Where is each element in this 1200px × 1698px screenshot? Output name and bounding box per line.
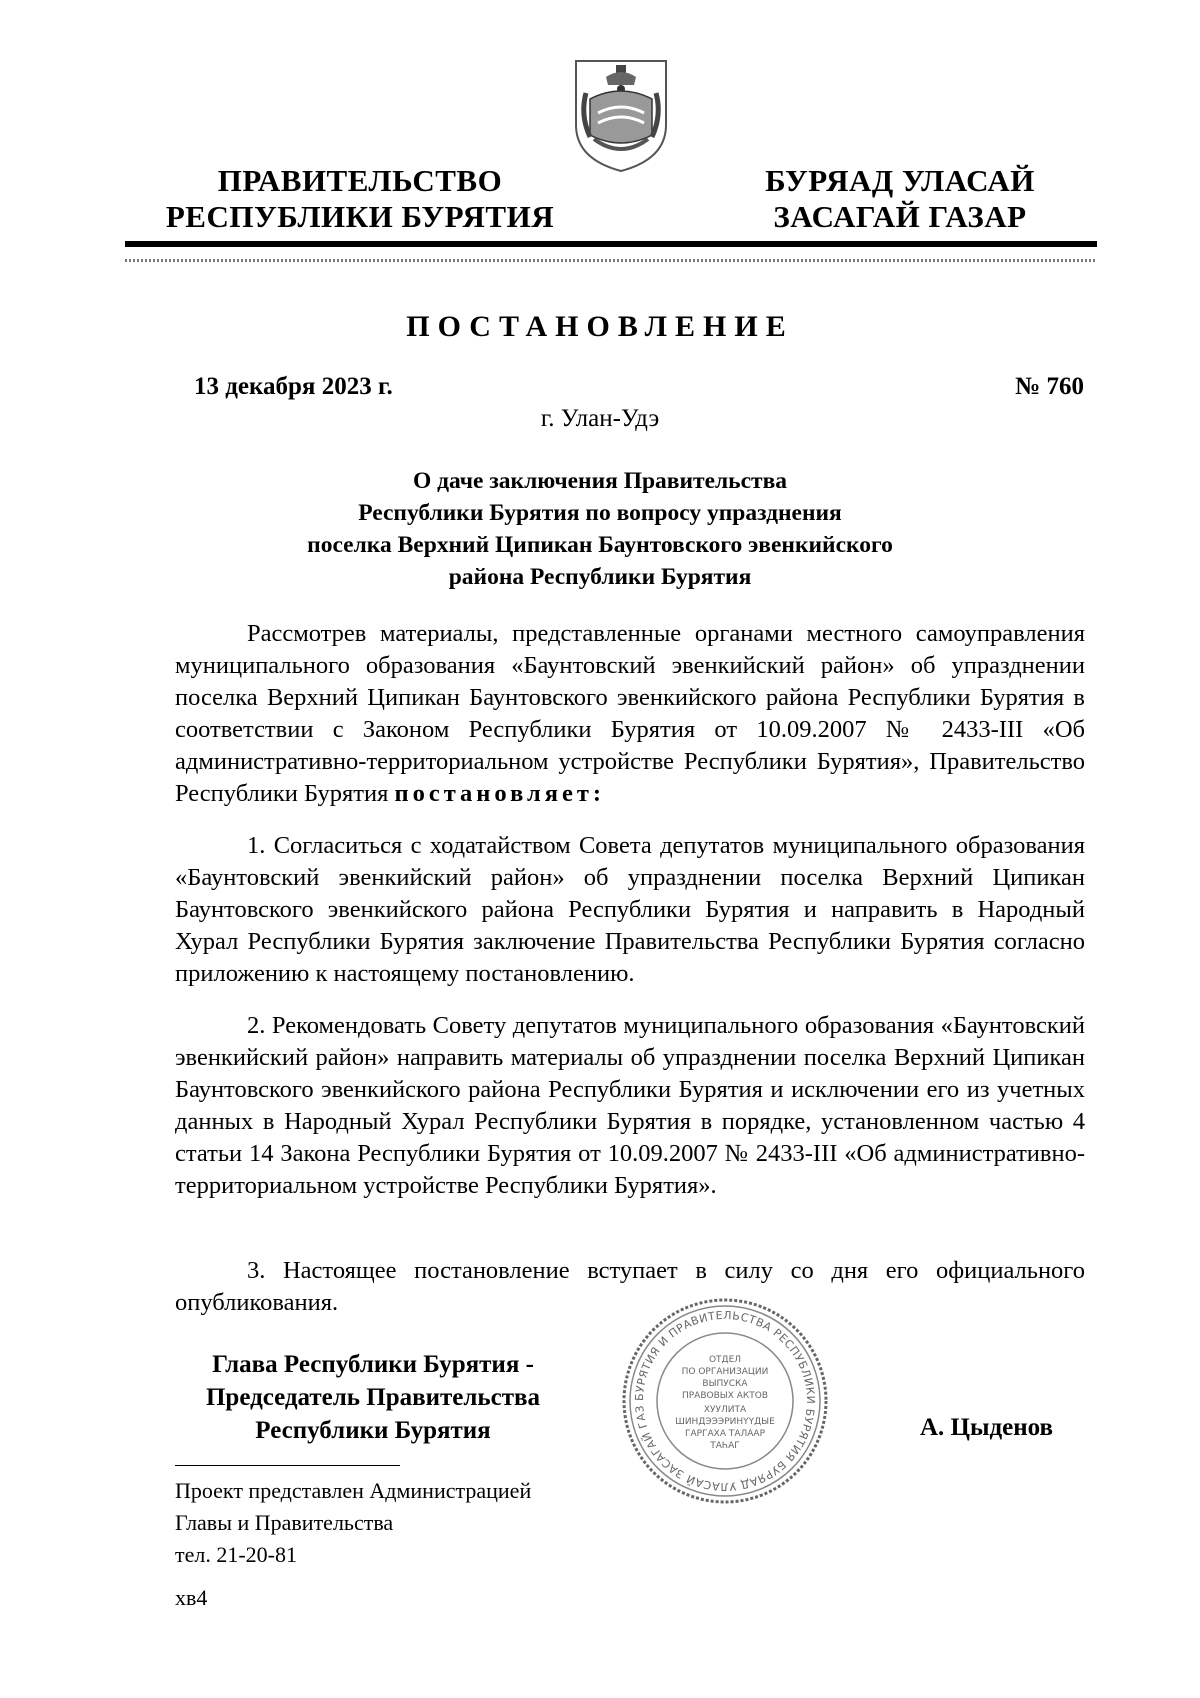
header-right-line1: БУРЯАД УЛАСАЙ <box>765 163 1035 198</box>
doc-date: 13 декабря 2023 г. <box>194 373 393 400</box>
header-left-line1: ПРАВИТЕЛЬСТВО <box>217 163 503 198</box>
header-right-line2: ЗАСАГАЙ ГАЗАР <box>773 199 1027 234</box>
official-stamp <box>620 1296 830 1506</box>
title-line: района Республики Бурятия <box>448 564 752 590</box>
footer-note-line2: Главы и Правительства <box>175 1510 394 1535</box>
title-line: поселка Верхний Ципикан Баунтовского эвенкийского <box>307 532 893 558</box>
item-2-paragraph: 2. Рекомендовать Совету депутатов муниципального образования «Баунтовский эвенкийский район» направить материалы об упразднении поселка Верхний Ципикан Баунтовского эвенкийского района Республики Бурятия и исключении его из учетных данных в Народный Хурал Республики Бурятия в порядке, установленном частью 4 статьи 14 Закона Республики Бурятия от 10.09.2007 № 2433-III «Об административно-территориальном устройстве Республики Бурятия». <box>175 1012 1085 1199</box>
signatory-name: А. Цыденов <box>920 1414 1054 1441</box>
stamp-line: ХУУЛИТА <box>703 1405 747 1415</box>
title-line: Республики Бурятия по вопросу упразднения <box>358 500 842 526</box>
footer-code: хв4 <box>175 1585 208 1610</box>
stamp-line: ШИНДЭЭЭРИНҮҮДЫЕ <box>675 1417 775 1427</box>
header-rule-thick <box>125 241 1097 247</box>
preamble-text: Рассмотрев материалы, представленные органами местного самоуправления муниципального образования «Баунтовский эвенкийский район» об упразднении поселка Верхний Ципикан Баунтовского эвенкийского района Республики Бурятия в соответствии с Законом Республики Бурятия от 10.09.2007 № 2433-III «Об административно-территориальном устройстве Республики Бурятия», Правительство Республики Бурятия <box>175 620 1085 807</box>
doc-title <box>200 465 1000 593</box>
stamp-line: ПО ОРГАНИЗАЦИИ <box>681 1367 769 1377</box>
position-line1: Глава Республики Бурятия - <box>212 1351 534 1378</box>
footer-note <box>175 1475 531 1571</box>
header-left <box>160 163 560 235</box>
item-1-paragraph: 1. Согласиться с ходатайством Совета депутатов муниципального образования «Баунтовский эвенкийский район» об упразднении поселка Верхний Ципикан Баунтовского эвенкийского района Республики Бурятия и направить в Народный Хурал Республики Бурятия заключение Правительства Республики Бурятия согласно приложению к настоящему постановлению. <box>175 832 1085 987</box>
coat-of-arms-emblem <box>572 55 670 175</box>
stamp-ring-text: БУРЯТИЯ И ПРАВИТЕЛЬСТВА РЕСПУБЛИКИ БУРЯТИЯ БУРЯАД УЛАСАЙ ЗАСАГАЙ ГАЗ <box>632 1308 818 1494</box>
item-3-paragraph: 3. Настоящее постановление вступает в силу со дня его официального опубликования. <box>175 1257 1085 1316</box>
footer-note-line1: Проект представлен Администрацией <box>175 1478 532 1503</box>
doc-number: № 760 <box>1015 373 1084 400</box>
header-left-line2: РЕСПУБЛИКИ БУРЯТИЯ <box>165 199 555 234</box>
stamp-line: ВЫПУСКА <box>702 1379 748 1389</box>
header-rule-thin <box>125 259 1097 262</box>
header-right <box>735 163 1065 235</box>
stamp-line: ОТДЕЛ <box>708 1355 742 1365</box>
doc-city: г. Улан-Удэ <box>540 405 660 432</box>
stamp-line: ТАҺАГ <box>710 1441 740 1451</box>
stamp-line: ГАРГАХА ТАЛААР <box>684 1429 766 1439</box>
title-line: О даче заключения Правительства <box>412 468 788 494</box>
footer-phone: тел. 21-20-81 <box>175 1542 298 1567</box>
preamble-action: постановляет: <box>394 780 606 807</box>
stamp-line: ПРАВОВЫХ АКТОВ <box>681 1391 769 1401</box>
signatory-position <box>178 1348 568 1447</box>
preamble-paragraph <box>175 618 1085 810</box>
footnote-rule <box>175 1465 400 1466</box>
doc-type: ПОСТАНОВЛЕНИЕ <box>406 310 794 343</box>
position-line2: Председатель Правительства <box>205 1384 541 1411</box>
position-line3: Республики Бурятия <box>255 1417 491 1444</box>
